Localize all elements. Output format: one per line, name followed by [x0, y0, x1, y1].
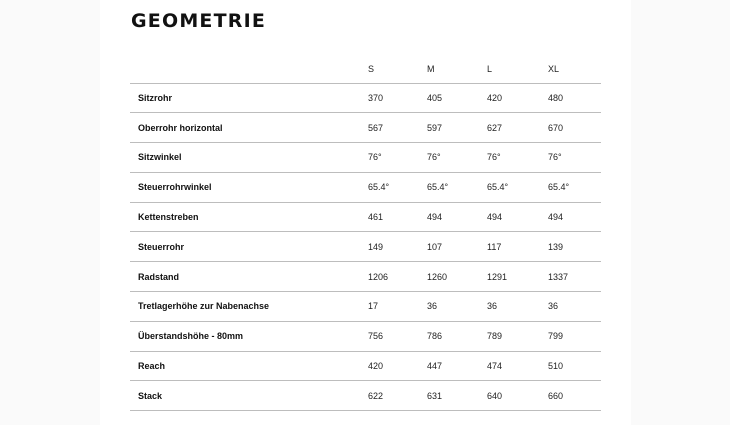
row-label: Steuerrohr: [130, 232, 360, 262]
cell-value: 117: [479, 232, 540, 262]
table-row: [130, 262, 601, 292]
cell-value: 1206: [360, 262, 419, 292]
cell-value: 1337: [540, 262, 601, 292]
row-label: Tretlagerhöhe zur Nabenachse: [130, 292, 360, 322]
cell-value: 405: [419, 83, 479, 113]
table-row: [130, 143, 601, 173]
cell-value: 36: [479, 292, 540, 322]
cell-value: 480: [540, 83, 601, 113]
cell-value: 65.4°: [540, 172, 601, 202]
cell-value: 107: [419, 232, 479, 262]
cell-value: 631: [419, 381, 479, 411]
cell-value: 370: [360, 83, 419, 113]
column-header-size-l: L: [479, 55, 540, 83]
row-label: Kettenstreben: [130, 202, 360, 232]
cell-value: 799: [540, 321, 601, 351]
cell-value: 1260: [419, 262, 479, 292]
cell-value: 139: [540, 232, 601, 262]
column-header-size-xl: XL: [540, 55, 601, 83]
table-row: [130, 232, 601, 262]
cell-value: 670: [540, 113, 601, 143]
geometry-table: [130, 55, 601, 411]
row-label: Reach: [130, 351, 360, 381]
table-row: [130, 292, 601, 322]
cell-value: 510: [540, 351, 601, 381]
cell-value: 494: [479, 202, 540, 232]
row-label: Oberrohr horizontal: [130, 113, 360, 143]
cell-value: 420: [479, 83, 540, 113]
cell-value: 76°: [419, 143, 479, 173]
cell-value: 597: [419, 113, 479, 143]
cell-value: 76°: [479, 143, 540, 173]
row-label: Radstand: [130, 262, 360, 292]
column-header-size-m: M: [419, 55, 479, 83]
cell-value: 420: [360, 351, 419, 381]
table-header-row: [130, 55, 601, 83]
cell-value: 76°: [540, 143, 601, 173]
table-row: [130, 321, 601, 351]
cell-value: 494: [419, 202, 479, 232]
column-header-label: [130, 55, 360, 83]
table-row: [130, 351, 601, 381]
row-label: Überstandshöhe - 80mm: [130, 321, 360, 351]
cell-value: 76°: [360, 143, 419, 173]
cell-value: 660: [540, 381, 601, 411]
table-row: [130, 113, 601, 143]
section-title: GEOMETRIE: [131, 10, 267, 32]
row-label: Sitzwinkel: [130, 143, 360, 173]
cell-value: 474: [479, 351, 540, 381]
cell-value: 789: [479, 321, 540, 351]
row-label: Sitzrohr: [130, 83, 360, 113]
table-row: [130, 172, 601, 202]
table-row: [130, 202, 601, 232]
table-row: [130, 83, 601, 113]
cell-value: 622: [360, 381, 419, 411]
cell-value: 640: [479, 381, 540, 411]
cell-value: 65.4°: [479, 172, 540, 202]
cell-value: 149: [360, 232, 419, 262]
cell-value: 494: [540, 202, 601, 232]
cell-value: 65.4°: [360, 172, 419, 202]
cell-value: 447: [419, 351, 479, 381]
cell-value: 567: [360, 113, 419, 143]
cell-value: 1291: [479, 262, 540, 292]
column-header-size-s: S: [360, 55, 419, 83]
cell-value: 461: [360, 202, 419, 232]
cell-value: 65.4°: [419, 172, 479, 202]
cell-value: 17: [360, 292, 419, 322]
row-label: Stack: [130, 381, 360, 411]
cell-value: 786: [419, 321, 479, 351]
row-label: Steuerrohrwinkel: [130, 172, 360, 202]
cell-value: 36: [419, 292, 479, 322]
cell-value: 36: [540, 292, 601, 322]
table-row: [130, 381, 601, 411]
cell-value: 627: [479, 113, 540, 143]
cell-value: 756: [360, 321, 419, 351]
